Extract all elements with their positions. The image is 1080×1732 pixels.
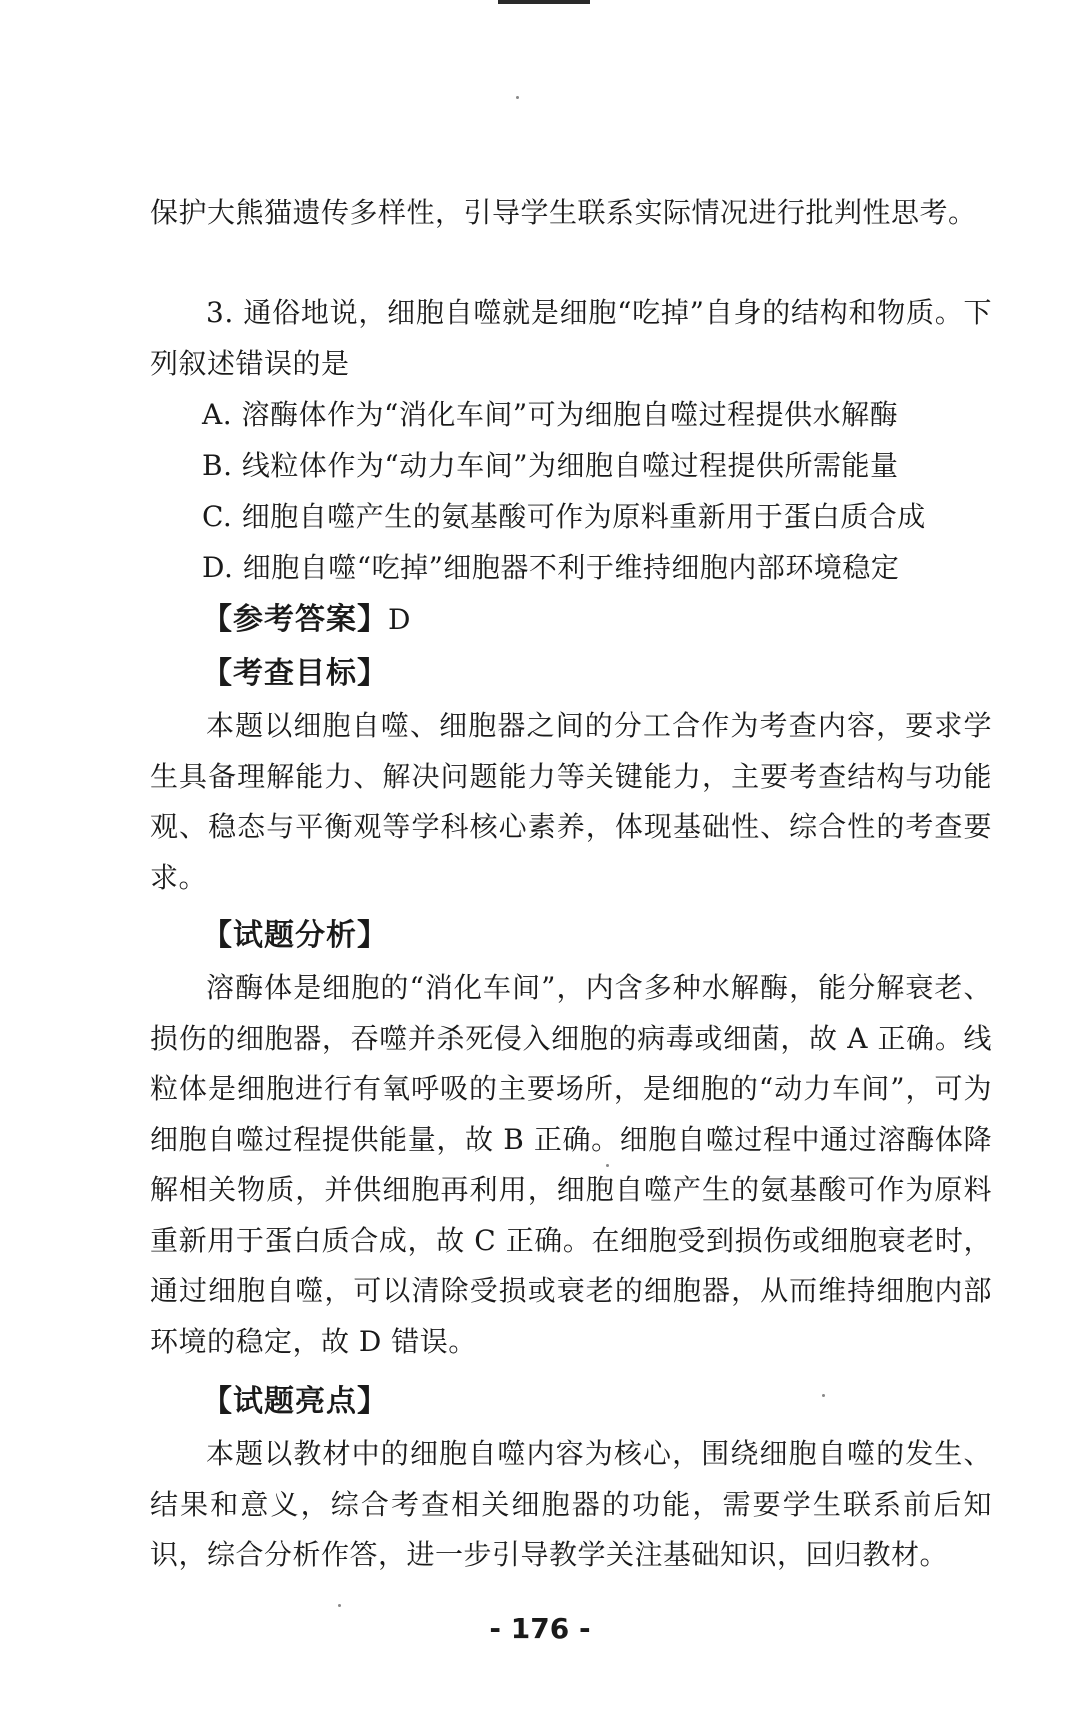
scan-speck — [516, 96, 519, 99]
carryover-line: 保护大熊猫遗传多样性，引导学生联系实际情况进行批判性思考。 — [150, 196, 977, 229]
option-c: C. 细胞自噬产生的氨基酸可作为原料重新用于蛋白质合成 — [202, 500, 926, 533]
top-edge-mark — [498, 0, 590, 4]
answer-value: D — [388, 603, 412, 636]
scan-speck — [338, 1604, 341, 1607]
objective-text: 本题以细胞自噬、细胞器之间的分工合作为考查内容，要求学生具备理解能力、解决问题能力等关键能力，主要考查结构与功能观、稳态与平衡观等学科核心素养，体现基础性、综合性的考查要求。 — [150, 709, 992, 894]
highlights-heading: 【试题亮点】 — [202, 1384, 388, 1419]
analysis-text: 溶酶体是细胞的“消化车间”，内含多种水解酶，能分解衰老、损伤的细胞器，吞噬并杀死侵入细胞的病毒或细菌，故 A 正确。线粒体是细胞进行有氧呼吸的主要场所，是细胞的“动力车间”，可为细胞自噬过程提供能量，故 B 正确。细胞自噬过程中通过溶酶体降解相关物质，并供细胞再利用，细胞自噬产生的氨基酸可作为原料重新用于蛋白质合成，故 C 正确。在细胞受到损伤或细胞衰老时，通过细胞自噬，可以清除受损或衰老的细胞器，从而维持细胞内部环境的稳定，故 D 错误。 — [150, 971, 992, 1358]
option-b: B. 线粒体作为“动力车间”为细胞自噬过程提供所需能量 — [202, 449, 899, 482]
document-body — [150, 188, 992, 1581]
highlights-text: 本题以教材中的细胞自噬内容为核心，围绕细胞自噬的发生、结果和意义，综合考查相关细胞器的功能，需要学生联系前后知识，综合分析作答，进一步引导教学关注基础知识，回归教材。 — [150, 1437, 992, 1571]
option-a: A. 溶酶体作为“消化车间”可为细胞自噬过程提供水解酶 — [202, 398, 899, 431]
page-number: - 176 - — [489, 1612, 591, 1645]
objective-heading: 【考查目标】 — [202, 656, 388, 691]
answer-label: 【参考答案】 — [202, 602, 388, 637]
answer-heading — [150, 593, 992, 647]
question-stem: 3. 通俗地说，细胞自噬就是细胞“吃掉”自身的结构和物质。下列叙述错误的是 — [150, 296, 992, 380]
option-d: D. 细胞自噬“吃掉”细胞器不利于维持细胞内部环境稳定 — [202, 551, 900, 584]
analysis-heading: 【试题分析】 — [202, 918, 388, 953]
